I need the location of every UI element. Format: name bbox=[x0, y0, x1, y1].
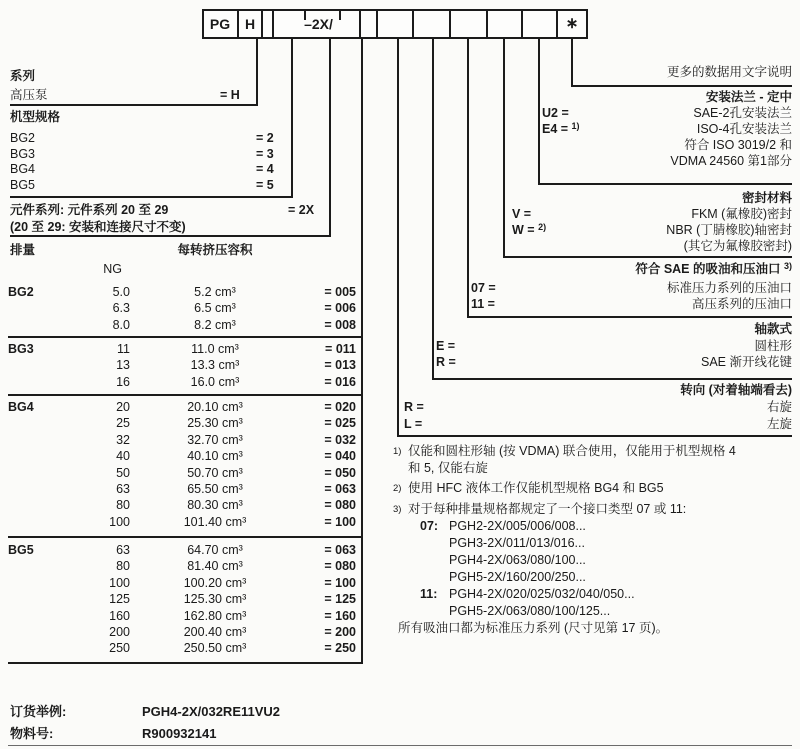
footnote-ref-1: 1) bbox=[571, 121, 580, 131]
port-type-07-item: PGH3-2X/011/013/016... bbox=[449, 536, 585, 550]
volume-value: 81.40 cm³ bbox=[187, 559, 243, 574]
displacement-code: = 125 bbox=[324, 592, 356, 607]
seal-code-w bbox=[512, 222, 546, 238]
volume-value: 32.70 cm³ bbox=[187, 432, 243, 447]
ng-value: 6.3 bbox=[112, 301, 130, 316]
bracket-series bbox=[10, 104, 258, 106]
displacement-code: = 011 bbox=[325, 342, 356, 356]
section-title-frame-size: 机型规格 bbox=[10, 110, 61, 124]
footnote-3-text: 对于每种排量规格都规定了一个接口类型 07 或 11: bbox=[408, 502, 687, 516]
table-separator bbox=[8, 536, 363, 538]
series-item-label: 高压泵 bbox=[10, 88, 48, 102]
ports-code-07: 07 = bbox=[471, 281, 496, 295]
flange-extra-line: 符合 ISO 3019/2 和 bbox=[684, 138, 792, 152]
code-cell-star: ∗ bbox=[565, 15, 579, 32]
footnote-3-closing: 所有吸油口都为标准压力系列 (尺寸见第 17 页)。 bbox=[398, 621, 669, 635]
table-row bbox=[8, 558, 363, 574]
ng-value: 63 bbox=[116, 481, 130, 496]
ng-value: 8.0 bbox=[112, 317, 130, 332]
port-type-11-item: PGH5-2X/063/080/100/125... bbox=[449, 604, 611, 618]
flange-code-u2: U2 = bbox=[542, 106, 569, 120]
table-row bbox=[8, 374, 363, 390]
displacement-group-bg5 bbox=[8, 542, 363, 657]
ordering-example-value: PGH4-2X/032RE11VU2 bbox=[142, 704, 281, 719]
material-number-label: 物料号: bbox=[10, 726, 54, 741]
port-type-11-item: PGH4-2X/020/025/032/040/050... bbox=[449, 587, 635, 601]
displacement-code: = 080 bbox=[324, 559, 356, 574]
ng-value: 13 bbox=[116, 358, 130, 373]
section-title-shaft: 轴款式 bbox=[754, 322, 792, 336]
connector-line-frame bbox=[291, 38, 293, 198]
bracket-seal bbox=[503, 256, 792, 258]
flange-code-e4-text: E4 = bbox=[542, 122, 569, 136]
frame-size-label: BG2 bbox=[10, 131, 36, 145]
seal-code-w-text: W = bbox=[512, 223, 535, 237]
ports-code-11: 11 = bbox=[471, 297, 495, 311]
seal-desc: NBR (丁腈橡胶)轴密封 bbox=[666, 223, 792, 237]
box-divider bbox=[449, 11, 451, 37]
volume-value: 20.10 cm³ bbox=[187, 400, 243, 414]
table-row bbox=[8, 432, 363, 448]
volume-value: 25.30 cm³ bbox=[187, 416, 243, 431]
displacement-code: = 200 bbox=[324, 624, 356, 639]
footnote-ref-3: 3) bbox=[783, 261, 792, 271]
table-row bbox=[8, 542, 363, 558]
connector-line-flange bbox=[538, 38, 540, 185]
ng-value: 25 bbox=[116, 416, 130, 431]
ng-value: 63 bbox=[116, 543, 130, 557]
footnote-2-marker: 2) bbox=[393, 483, 402, 494]
table-row bbox=[8, 640, 363, 656]
table-row bbox=[8, 608, 363, 624]
ng-value: 5.0 bbox=[112, 285, 130, 299]
rotation-desc: 左旋 bbox=[766, 417, 792, 431]
table-row bbox=[8, 481, 363, 497]
volume-value: 200.40 cm³ bbox=[183, 624, 247, 639]
volume-value: 162.80 cm³ bbox=[183, 608, 247, 623]
displacement-code: = 005 bbox=[324, 285, 356, 299]
volume-value: 80.30 cm³ bbox=[187, 498, 243, 513]
frame-size-code: = 3 bbox=[256, 147, 274, 161]
port-type-07-item: PGH4-2X/063/080/100... bbox=[449, 553, 586, 567]
frame-size-label: BG5 bbox=[10, 178, 36, 192]
ports-desc: 高压系列的压油口 bbox=[691, 297, 792, 311]
volume-value: 5.2 cm³ bbox=[194, 285, 236, 299]
material-number-value: R900932141 bbox=[142, 726, 217, 741]
bracket-component-series bbox=[10, 235, 331, 237]
ng-value: 16 bbox=[116, 374, 130, 389]
bracket-rotation bbox=[397, 435, 792, 437]
displacement-code: = 160 bbox=[324, 608, 356, 623]
footnote-3-marker: 3) bbox=[393, 504, 402, 515]
table-row bbox=[8, 284, 363, 300]
table-row bbox=[8, 465, 363, 481]
frame-size-code: = 2 bbox=[256, 131, 274, 145]
volume-value: 65.50 cm³ bbox=[187, 481, 243, 496]
footnote-1-marker: 1) bbox=[393, 446, 402, 457]
ng-value: 50 bbox=[116, 465, 130, 480]
table-row bbox=[8, 341, 363, 357]
ng-value: 125 bbox=[109, 592, 130, 607]
volume-value: 6.5 cm³ bbox=[194, 301, 236, 316]
volume-value: 13.3 cm³ bbox=[190, 358, 240, 373]
shaft-desc: SAE 渐开线花键 bbox=[701, 355, 792, 369]
displacement-code: = 080 bbox=[324, 498, 356, 513]
box-divider bbox=[521, 11, 523, 37]
series-code: = H bbox=[220, 88, 240, 102]
frame-size-label: BG3 bbox=[10, 147, 36, 161]
rotation-code-r: R = bbox=[404, 400, 424, 414]
table-row bbox=[8, 591, 363, 607]
ports-title-text: 符合 SAE 的吸油和压油口 bbox=[635, 262, 781, 276]
code-cell-series: –2X/ bbox=[304, 16, 333, 32]
volume-value: 11.0 cm³ bbox=[191, 342, 239, 356]
shaft-code-r: R = bbox=[436, 355, 456, 369]
connector-line-ports bbox=[467, 38, 469, 318]
bg-group-label: BG4 bbox=[8, 400, 34, 414]
table-row bbox=[8, 399, 363, 415]
displacement-group-bg2 bbox=[8, 284, 363, 333]
displacement-code: = 013 bbox=[324, 358, 356, 373]
connector-line-series bbox=[256, 38, 258, 106]
frame-size-code: = 5 bbox=[256, 178, 274, 192]
volume-value: 100.20 cm³ bbox=[183, 575, 247, 590]
seal-extra-line: (其它为氟橡胶密封) bbox=[683, 239, 792, 253]
displacement-code: = 025 bbox=[324, 416, 356, 431]
table-row bbox=[8, 575, 363, 591]
connector-line-rotation bbox=[397, 38, 399, 437]
port-type-07-item: PGH2-2X/005/006/008... bbox=[449, 519, 586, 533]
table-row bbox=[8, 514, 363, 530]
flange-extra-line: VDMA 24560 第1部分 bbox=[670, 154, 792, 168]
port-type-11-label: 11: bbox=[420, 587, 438, 601]
displacement-code: = 032 bbox=[324, 432, 356, 447]
component-series-line2: (20 至 29: 安装和连接尺寸不变) bbox=[10, 220, 186, 234]
table-row bbox=[8, 317, 363, 333]
box-divider bbox=[272, 11, 274, 37]
bracket-shaft bbox=[432, 378, 792, 380]
table-row bbox=[8, 624, 363, 640]
bracket-more-data bbox=[571, 85, 792, 87]
code-cell-pg: PG bbox=[209, 16, 231, 32]
seal-code-v: V = bbox=[512, 207, 532, 221]
ng-value: 80 bbox=[116, 559, 130, 574]
frame-size-label: BG4 bbox=[10, 162, 36, 176]
displacement-code: = 006 bbox=[324, 301, 356, 316]
section-title-flange: 安装法兰 - 定中 bbox=[705, 90, 792, 104]
table-row bbox=[8, 448, 363, 464]
bg-group-label: BG5 bbox=[8, 543, 34, 557]
ng-value: 100 bbox=[109, 514, 130, 529]
connector-line-seal bbox=[503, 38, 505, 258]
displacement-code: = 008 bbox=[324, 317, 356, 332]
displacement-code: = 100 bbox=[324, 575, 356, 590]
bracket-frame bbox=[10, 196, 293, 198]
bg-group-label: BG3 bbox=[8, 342, 34, 356]
ng-value: 250 bbox=[109, 641, 130, 656]
ng-value: 40 bbox=[116, 449, 130, 464]
table-separator bbox=[8, 394, 363, 396]
footnote-ref-2: 2) bbox=[538, 222, 547, 232]
volume-value: 40.10 cm³ bbox=[187, 449, 243, 464]
shaft-code-e: E = bbox=[436, 339, 456, 353]
component-series-code: = 2X bbox=[288, 203, 315, 217]
box-divider bbox=[376, 11, 378, 37]
ports-desc: 标准压力系列的压油口 bbox=[666, 281, 792, 295]
page-bottom-rule bbox=[8, 745, 792, 746]
volume-value: 50.70 cm³ bbox=[187, 465, 243, 480]
footnote-2-text: 使用 HFC 液体工作仅能机型规格 BG4 和 BG5 bbox=[408, 481, 664, 495]
flange-desc: SAE-2孔安装法兰 bbox=[693, 106, 792, 120]
rotation-desc: 右旋 bbox=[766, 400, 792, 414]
section-title-seal: 密封材料 bbox=[741, 191, 792, 205]
bracket-flange bbox=[538, 183, 792, 185]
displacement-code: = 100 bbox=[324, 514, 356, 529]
displacement-code: = 040 bbox=[324, 449, 356, 464]
connector-line-component-series bbox=[329, 38, 331, 237]
component-series-line1: 元件系列: 元件系列 20 至 29 bbox=[10, 203, 169, 217]
volume-value: 8.2 cm³ bbox=[194, 317, 236, 332]
flange-code-e4 bbox=[542, 121, 580, 137]
table-bottom-line bbox=[8, 662, 363, 664]
ng-value: 200 bbox=[109, 624, 130, 639]
ng-value: 100 bbox=[109, 575, 130, 590]
displacement-group-bg3 bbox=[8, 341, 363, 390]
ng-value: 80 bbox=[116, 498, 130, 513]
bg-group-label: BG2 bbox=[8, 285, 34, 299]
table-row bbox=[8, 497, 363, 513]
ng-value: 160 bbox=[109, 608, 130, 623]
ng-value: 20 bbox=[116, 400, 130, 414]
section-title-ports bbox=[635, 261, 792, 277]
connector-line-more-data bbox=[571, 38, 573, 87]
box-divider bbox=[486, 11, 488, 37]
ng-value: 11 bbox=[117, 342, 130, 356]
displacement-group-bg4 bbox=[8, 399, 363, 530]
displacement-code: = 063 bbox=[324, 481, 356, 496]
frame-size-code: = 4 bbox=[256, 162, 274, 176]
bracket-ports bbox=[467, 316, 792, 318]
footnote-1-line1: 仅能和圆柱形轴 (按 VDMA) 联合使用，仅能用于机型规格 4 bbox=[408, 444, 736, 458]
volume-value: 16.0 cm³ bbox=[190, 374, 240, 389]
flange-desc: ISO-4孔安装法兰 bbox=[696, 122, 792, 136]
displacement-code: = 050 bbox=[324, 465, 356, 480]
volume-value: 64.70 cm³ bbox=[187, 543, 243, 557]
displacement-code: = 016 bbox=[324, 374, 356, 389]
volume-value: 250.50 cm³ bbox=[183, 641, 247, 656]
seal-desc: FKM (氟橡胶)密封 bbox=[691, 207, 792, 221]
ordering-example-label: 订货举例: bbox=[10, 704, 67, 719]
more-data-note: 更多的数据用文字说明 bbox=[666, 65, 792, 79]
displacement-code: = 063 bbox=[324, 543, 356, 557]
table-separator bbox=[8, 336, 363, 338]
table-row bbox=[8, 357, 363, 373]
code-cell-h: H bbox=[244, 16, 256, 32]
table-title-displacement: 排量 bbox=[10, 243, 36, 257]
volume-value: 101.40 cm³ bbox=[183, 514, 247, 529]
displacement-code: = 020 bbox=[324, 400, 356, 414]
table-col-ng: NG bbox=[103, 262, 122, 276]
table-col-volume: 每转挤压容积 bbox=[177, 243, 253, 257]
volume-value: 125.30 cm³ bbox=[183, 592, 247, 607]
shaft-desc: 圆柱形 bbox=[754, 339, 792, 353]
port-type-07-item: PGH5-2X/160/200/250... bbox=[449, 570, 586, 584]
ng-value: 32 bbox=[116, 432, 130, 447]
connector-line-shaft bbox=[432, 38, 434, 380]
displacement-code: = 250 bbox=[324, 641, 356, 656]
section-title-series: 系列 bbox=[10, 69, 36, 83]
table-row bbox=[8, 300, 363, 316]
section-title-rotation: 转向 (对着轴端看去) bbox=[680, 383, 792, 397]
table-row bbox=[8, 415, 363, 431]
rotation-code-l: L = bbox=[404, 417, 423, 431]
port-type-07-label: 07: bbox=[420, 519, 439, 533]
box-divider bbox=[412, 11, 414, 37]
footnote-1-line2: 和 5, 仅能右旋 bbox=[408, 461, 488, 475]
